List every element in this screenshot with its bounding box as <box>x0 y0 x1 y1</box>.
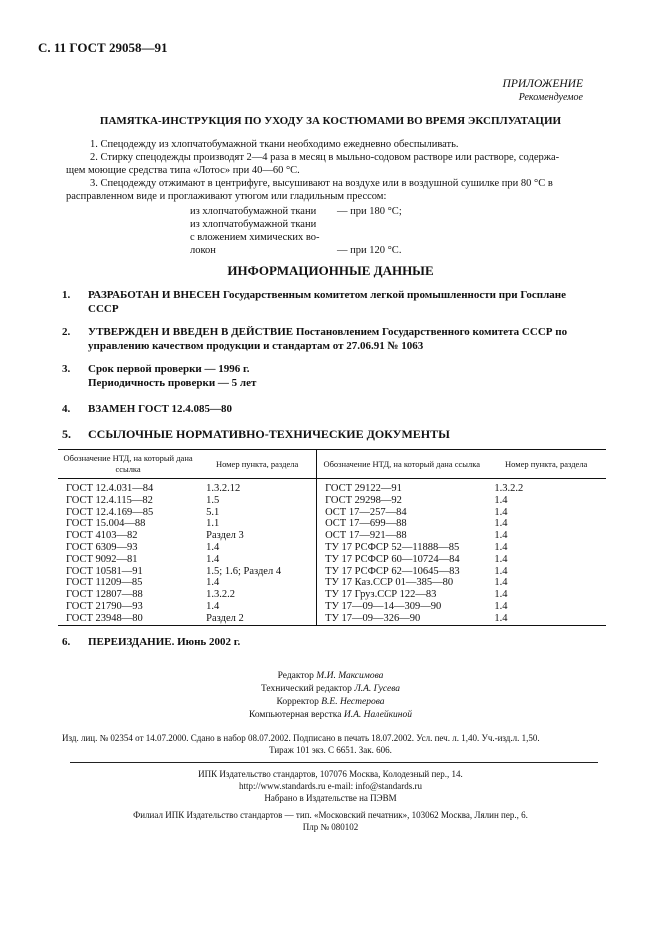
ntd-cell: ОСТ 17—921—88 <box>317 530 487 542</box>
credit-tech-editor <box>0 683 661 695</box>
section-text: ССЫЛОЧНЫЕ НОРМАТИВНО-ТЕХНИЧЕСКИЕ ДОКУМЕНТЫ <box>88 427 450 441</box>
section-number: 4. <box>62 403 71 415</box>
clause-cell: 1.4 <box>494 506 508 518</box>
ntd-cell: ГОСТ 6309—93 <box>66 541 138 553</box>
ntd-cell: ГОСТ 29298—92 <box>317 495 487 507</box>
license-line: Плр № 080102 <box>302 822 359 832</box>
info-section-1 <box>62 288 566 302</box>
col-header-ntd-2: Обозначение НТД, на который дана ссылка <box>317 450 487 479</box>
info-section-5 <box>62 427 450 441</box>
credit-name: В.Е. Нестерова <box>321 697 385 707</box>
clause-cell: 1.4 <box>206 541 220 553</box>
table-row <box>58 518 606 530</box>
memo-paragraph-2-cont: щем моющие средства типа «Лотос» при 40—60 °С. <box>66 165 300 176</box>
credit-corrector <box>0 696 661 708</box>
imprint-line-2: Тираж 101 экз. С 6651. Зак. 606. <box>269 745 392 755</box>
clause-cell: 1.4 <box>206 553 220 565</box>
page-header: С. 11 ГОСТ 29058—91 <box>38 40 168 55</box>
clause-cell: 1.4 <box>494 518 508 530</box>
clause-cell: 1.4 <box>494 494 508 506</box>
table-row <box>58 601 606 613</box>
memo-paragraph-1: 1. Спецодежду из хлопчатобумажной ткани необходимо ежедневно обеспыливать. <box>90 139 459 150</box>
clause-cell: 1.3.2.2 <box>494 483 524 494</box>
clause-cell: 1.4 <box>494 565 508 577</box>
credit-role: Корректор <box>276 697 319 707</box>
appendix-title: ПРИЛОЖЕНИЕ <box>502 78 583 90</box>
table-row <box>58 554 606 566</box>
table-row <box>58 530 606 542</box>
info-section-4 <box>62 402 232 416</box>
clause-cell: 1.3.2.12 <box>206 483 241 494</box>
col-header-clause-2: Номер пункта, раздела <box>486 450 606 479</box>
memo-paragraph-2: 2. Стирку спецодежды производят 2—4 раза в месяц в мыльно-содовом растворе или растворе, содержа- <box>90 152 560 163</box>
imprint-line-1: Изд. лиц. № 02354 от 14.07.2000. Сдано в набор 08.07.2002. Подписано в печать 18.07.2002. Усл. печ. л. 1,40. Уч.-изд.л. 1,50. <box>62 733 540 743</box>
section-text: ПЕРЕИЗДАНИЕ. Июнь 2002 г. <box>88 636 241 648</box>
clause-cell: 1.4 <box>494 541 508 553</box>
credit-name: И.А. Налейкиной <box>343 710 412 720</box>
ntd-cell: ТУ 17 Каз.ССР 01—385—80 <box>317 577 487 589</box>
credit-name: Л.А. Гусева <box>354 684 401 694</box>
clause-cell: 1.5 <box>206 494 220 506</box>
clause-cell: 1.1 <box>206 518 220 530</box>
ntd-cell: ГОСТ 9092—81 <box>66 553 138 565</box>
credit-name: М.И. Максимова <box>316 671 384 681</box>
section-text: УТВЕРЖДЕН И ВВЕДЕН В ДЕЙСТВИЕ Постановлением Государственного комитета СССР по <box>88 326 568 338</box>
ntd-cell: ГОСТ 21790—93 <box>66 600 143 612</box>
table-row <box>58 589 606 601</box>
clause-cell: 1.5; 1.6; Раздел 4 <box>206 565 282 577</box>
clause-cell: 1.4 <box>494 577 508 589</box>
ntd-cell: ГОСТ 12.4.115—82 <box>66 494 153 506</box>
section-text: Срок первой проверки — 1996 г. <box>88 363 250 375</box>
table-row <box>58 479 606 495</box>
clause-cell: 1.4 <box>486 613 606 625</box>
divider <box>70 762 598 763</box>
info-section-3-cont: Периодичность проверки — 5 лет <box>88 377 257 389</box>
ntd-cell: ГОСТ 12.4.031—84 <box>66 483 154 494</box>
section-text: РАЗРАБОТАН И ВНЕСЕН Государственным комитетом легкой промышленности при Госплане <box>88 289 566 301</box>
printer-line: Филиал ИПК Издательство стандартов — тип. «Московский печатник», 103062 Москва, Лялин пер., 6. <box>133 810 528 820</box>
clause-cell: 1.4 <box>494 589 508 601</box>
col-header-clause-1: Номер пункта, раздела <box>198 450 316 479</box>
publisher-contacts: http://www.standards.ru e-mail: info@standards.ru <box>239 781 422 791</box>
ironing-blend-label-2: с вложением химических во- <box>190 232 320 243</box>
ntd-cell: ГОСТ 10581—91 <box>66 565 143 577</box>
clause-cell: 1.4 <box>494 600 508 612</box>
memo-paragraph-3-cont: расправленном виде и проглаживают утюгом или гладильным прессом: <box>66 191 387 202</box>
publisher-line-3: Набрано в Издательстве на ПЭВМ <box>264 793 397 803</box>
credit-role: Компьютерная верстка <box>249 710 342 720</box>
clause-cell: 1.4 <box>206 600 220 612</box>
table-row <box>58 577 606 589</box>
info-section-6 <box>62 635 240 649</box>
section-number: 5. <box>62 427 71 441</box>
references-table <box>58 449 606 626</box>
info-title: ИНФОРМАЦИОННЫЕ ДАННЫЕ <box>227 263 434 278</box>
ntd-cell: ТУ 17—09—14—309—90 <box>317 601 487 613</box>
info-section-3 <box>62 362 250 376</box>
ntd-cell: ТУ 17—09—326—90 <box>317 613 487 625</box>
section-text: ВЗАМЕН ГОСТ 12.4.085—80 <box>88 403 233 415</box>
table-row <box>58 613 606 625</box>
ntd-cell: ГОСТ 4103—82 <box>66 530 138 542</box>
ironing-blend-label-1: из хлопчатобумажной ткани <box>190 219 317 230</box>
credit-role: Редактор <box>277 671 314 681</box>
ntd-cell: ТУ 17 Груз.ССР 122—83 <box>317 589 487 601</box>
ntd-cell: ТУ 17 РСФСР 60—10724—84 <box>317 554 487 566</box>
table-row <box>58 507 606 519</box>
ntd-cell: ГОСТ 15.004—88 <box>66 518 146 530</box>
clause-cell: 1.3.2.2 <box>206 589 236 601</box>
section-number: 2. <box>62 326 71 338</box>
credit-layout <box>0 709 661 721</box>
ironing-blend-label-3: локон <box>190 245 216 256</box>
memo-title: ПАМЯТКА-ИНСТРУКЦИЯ ПО УХОДУ ЗА КОСТЮМАМИ ВО ВРЕМЯ ЭКСПЛУАТАЦИИ <box>99 115 562 127</box>
ntd-cell: ГОСТ 12.4.169—85 <box>66 506 154 518</box>
ntd-cell: ОСТ 17—699—88 <box>317 518 487 530</box>
ntd-cell: ГОСТ 23948—80 <box>58 613 198 625</box>
table-row <box>58 495 606 507</box>
clause-cell: 1.4 <box>206 577 220 589</box>
info-section-2-cont: управлению качеством продукции и стандартам от 27.06.91 № 1063 <box>88 340 424 352</box>
clause-cell: Раздел 2 <box>198 613 316 625</box>
credit-editor <box>0 670 661 682</box>
clause-cell: 1.4 <box>494 553 508 565</box>
ironing-cotton-label: из хлопчатобумажной ткани <box>190 206 317 217</box>
clause-cell: Раздел 3 <box>206 530 244 542</box>
ntd-cell: ГОСТ 29122—91 <box>317 479 487 495</box>
table-header-row <box>58 450 606 479</box>
ntd-cell: ОСТ 17—257—84 <box>317 507 487 519</box>
ntd-cell: ГОСТ 11209—85 <box>66 577 143 589</box>
memo-paragraph-3: 3. Спецодежду отжимают в центрифуге, высушивают на воздухе или в воздушной сушилке при 80 °С в <box>90 178 553 189</box>
section-number: 6. <box>62 636 71 648</box>
table-row <box>58 566 606 578</box>
ironing-blend-temp: — при 120 °С. <box>337 245 402 256</box>
section-number: 3. <box>62 363 71 375</box>
appendix-subtitle: Рекомендуемое <box>518 92 583 103</box>
section-number: 1. <box>62 289 71 301</box>
ntd-cell: ТУ 17 РСФСР 62—10645—83 <box>317 566 487 578</box>
publisher-line-1: ИПК Издательство стандартов, 107076 Москва, Колодезный пер., 14. <box>198 769 463 779</box>
clause-cell: 1.4 <box>494 530 508 542</box>
table-row <box>58 542 606 554</box>
col-header-ntd-1: Обозначение НТД, на который дана ссылка <box>58 450 198 479</box>
ntd-cell: ГОСТ 12807—88 <box>66 589 143 601</box>
info-section-1-cont: СССР <box>88 303 119 315</box>
ntd-cell: ТУ 17 РСФСР 52—11888—85 <box>317 542 487 554</box>
ironing-cotton-temp: — при 180 °С; <box>337 206 402 217</box>
info-section-2 <box>62 325 567 339</box>
credit-role: Технический редактор <box>260 684 352 694</box>
clause-cell: 5.1 <box>206 506 220 518</box>
